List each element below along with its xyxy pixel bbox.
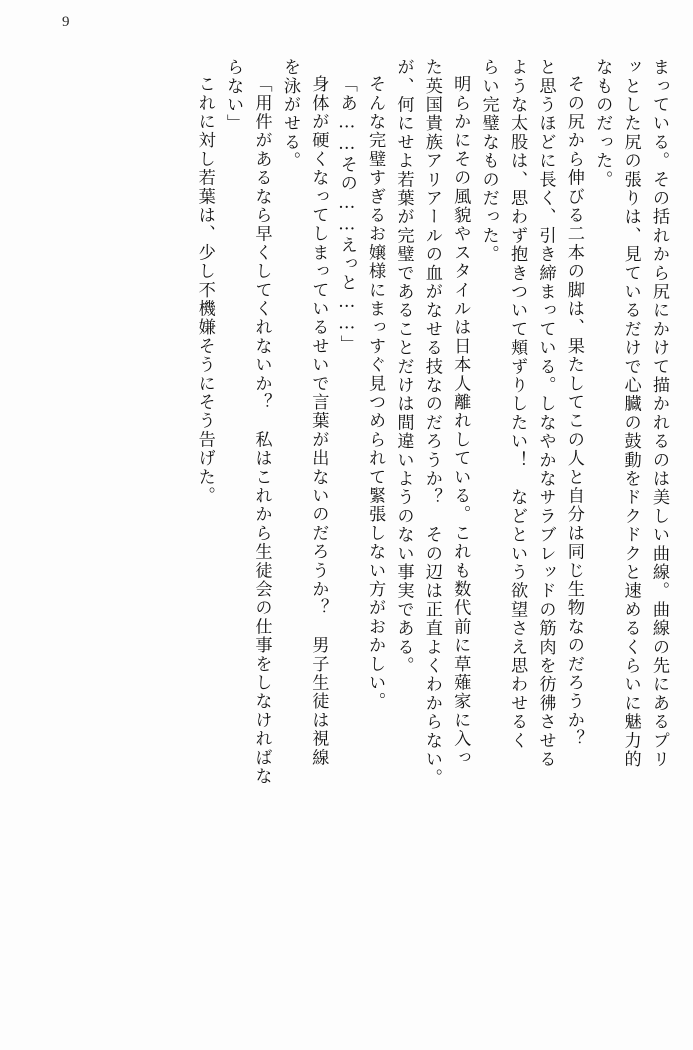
text-column: 「用件があるなら早くしてくれないか？ 私はこれから生徒会の仕事をしなければな: [251, 75, 272, 786]
page-number: 9: [62, 14, 70, 30]
vertical-text-block: [28, 58, 667, 1020]
text-column: らない」: [223, 58, 244, 133]
text-column: なものだった。: [592, 58, 613, 189]
text-column: これに対し若葉は、少し不機嫌そうにそう告げた。: [194, 75, 215, 506]
text-column: 身体が硬くなってしまっているせいで言葉が出ないのだろうか？ 男子生徒は視線: [308, 75, 329, 767]
text-column: そんな完璧すぎるお嬢様にまっすぐ見つめられて緊張しない方がおかしい。: [365, 75, 386, 711]
text-column: まっている。その括れから尻にかけて描かれるのは美しい曲線。曲線の先にあるプリ: [649, 58, 669, 769]
text-column: を泳がせる。: [279, 58, 300, 171]
text-column: その尻から伸びる二本の脚は、果たしてこの人と自分は同じ生物なのだろうか？: [563, 75, 584, 749]
text-column: ッとした尻の張りは、見ているだけで心臓の鼓動をドクドクと速めるくらいに魅力的: [620, 58, 641, 769]
text-column: 明らかにその風貌やスタイルは日本人離れしている。これも数代前に草薙家に入っ: [450, 75, 471, 767]
text-column: ような太股は、思わず抱きついて頬ずりしたい！ などという欲望さえ思わせるく: [507, 58, 528, 750]
text-column: らい完璧なものだった。: [478, 58, 499, 264]
text-column: が、何にせよ若葉が完璧であることだけは間違いようのない事実である。: [393, 58, 414, 676]
text-column: 「あ……その……えっと……」: [336, 75, 357, 354]
text-column: と思うほどに長く、引き締まっている。しなやかなサラブレッドの筋肉を彷彿させる: [535, 58, 556, 769]
text-column: た英国貴族アリアールの血がなせる技なのだろうか？ その辺は正直よくわからない。: [421, 58, 442, 788]
